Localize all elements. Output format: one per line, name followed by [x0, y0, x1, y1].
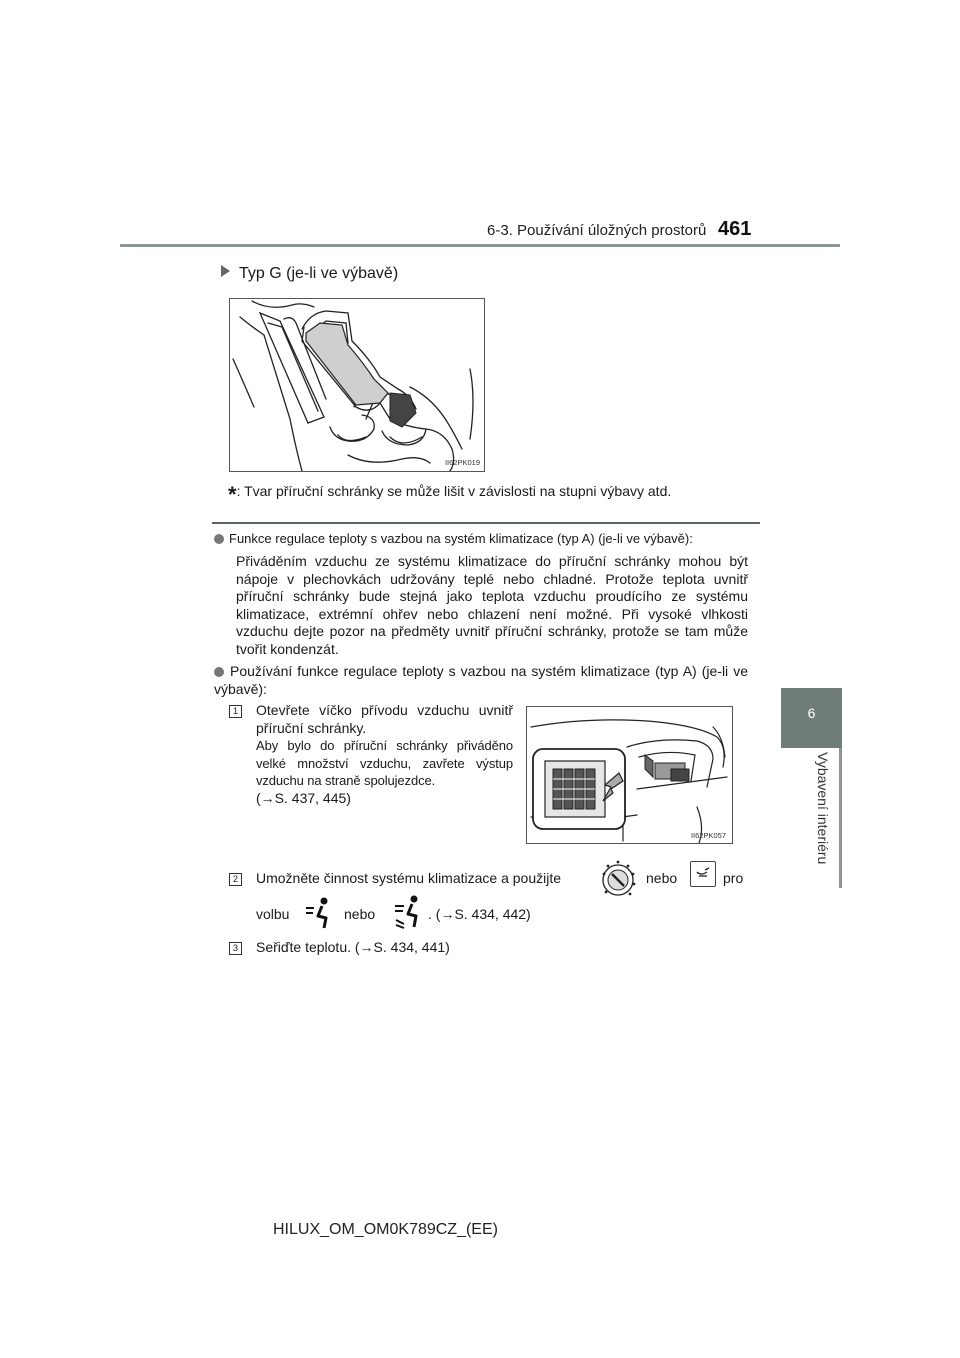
bullet-dot-icon [214, 667, 224, 677]
page-number: 461 [718, 218, 752, 240]
header-rule [120, 244, 840, 247]
step1-ref: (→S. 437, 445) [256, 789, 351, 806]
face-vent-mode-icon [304, 896, 334, 930]
chapter-number: 6 [807, 705, 816, 721]
bullet1-body: Přiváděním vzduchu ze systému klimatizace do příruční schránky mohou být nápoje v plechovkách udržovány teplé nebo chladné. Protože teplota uvnitř příruční schránky bude stejná jako teplota vzduchu proudícího ze systému klimatizace, extrémní ohřev nebo chlazení není možné. Při vysoké vlhkosti vzduchu dejte pozor na předměty uvnitř příruční schránky, protože se tam může tvořit kondenzát. [236, 553, 748, 657]
step2-part6: . (→S. 434, 442) [428, 906, 531, 922]
step3-text: Seřiďte teplotu. (→S. 434, 441) [256, 939, 450, 955]
chapter-title: Vybavení interiéru [815, 752, 831, 865]
bullet1-title [214, 531, 693, 546]
figure2-code: II62PK057 [690, 831, 726, 840]
step2-part3: pro [723, 870, 744, 886]
air-vent-drawing [527, 707, 733, 844]
step-number: 2 [229, 873, 242, 886]
fan-dial-icon [596, 858, 640, 902]
footnote [228, 482, 671, 508]
triangle-bullet-icon [221, 265, 230, 277]
step2-part5: nebo [344, 906, 376, 922]
step1-text [256, 702, 513, 807]
section-rule [212, 522, 760, 524]
step-number: 1 [229, 705, 242, 718]
figure1-code: II62PK019 [444, 458, 480, 467]
step2-part2: nebo [646, 870, 678, 886]
air-vent-illustration [526, 706, 733, 844]
chapter-tab[interactable] [781, 688, 842, 748]
step2-part4: volbu [256, 906, 290, 922]
type-heading-text: Typ G (je-li ve výbavě) [239, 265, 399, 282]
console-box-drawing [230, 299, 485, 472]
document-code: HILUX_OM_OM0K789CZ_(EE) [273, 1221, 498, 1238]
step2-part1: Umožněte činnost systému klimatizace a použijte [256, 870, 562, 886]
step1-line1: Otevřete víčko přívodu vzduchu uvnitř příruční schránky. [256, 702, 513, 736]
mode-button-icon [690, 861, 716, 887]
step1-line2: Aby bylo do příruční schránky přiváděno velké množství vzduchu, zavřete výstup vzduchu na straně spolujezdce. [256, 738, 513, 788]
type-heading [221, 265, 398, 283]
chapter-rule [839, 748, 842, 888]
footnote-star: * [228, 482, 237, 507]
bi-level-mode-icon [392, 894, 426, 930]
console-box-illustration [229, 298, 485, 472]
section-title: 6-3. Používání úložných prostorů [487, 222, 707, 239]
bullet-dot-icon [214, 534, 224, 544]
footnote-text: : Tvar příruční schránky se může lišit v závislosti na stupni výbavy atd. [236, 483, 672, 499]
bullet2-text: Používání funkce regulace teploty s vazbou na systém klimatizace (typ A) (je-li ve výbavě): [214, 663, 748, 697]
bullet1-title-text: Funkce regulace teploty s vazbou na systém klimatizace (typ A) (je-li ve výbavě): [229, 531, 693, 546]
step-number: 3 [229, 942, 242, 955]
bullet2 [214, 663, 748, 698]
